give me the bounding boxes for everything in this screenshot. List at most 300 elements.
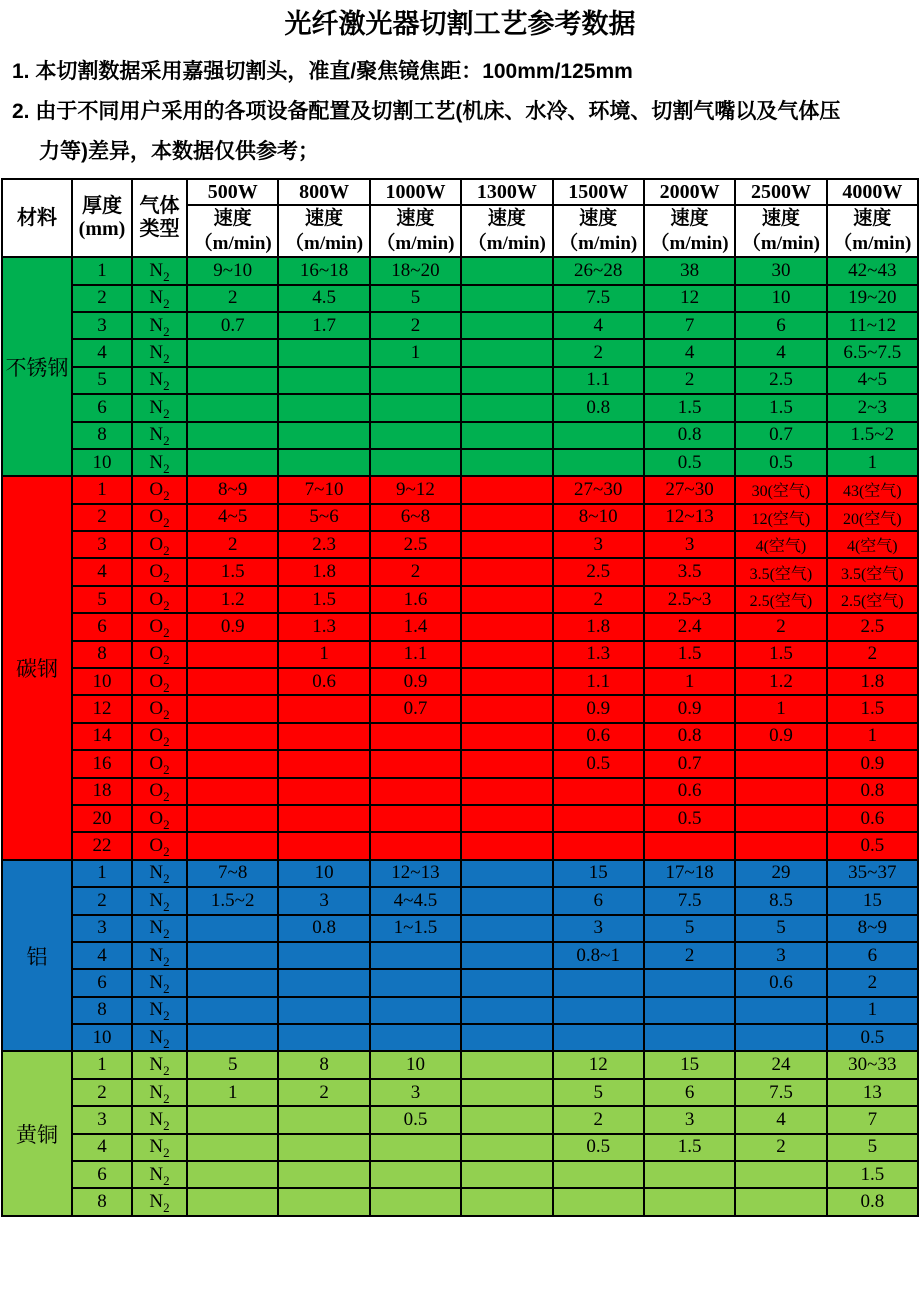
speed-value-cell: 2 <box>187 285 278 312</box>
speed-value-cell: 0.8 <box>644 723 735 750</box>
power-column-header: 800W <box>278 179 369 205</box>
table-row <box>2 969 918 996</box>
speed-value-cell <box>461 586 552 613</box>
speed-value-cell: 4~5 <box>187 504 278 531</box>
speed-value-cell <box>278 1024 369 1051</box>
note-2-text-line1: 由于不同用户采用的各项设备配置及切割工艺(机床、水冷、环境、切割气嘴以及气体压 <box>35 100 841 123</box>
speed-value-cell: 38 <box>644 257 735 284</box>
speed-value-cell <box>735 997 826 1024</box>
speed-value-cell: 1.5~2 <box>827 422 918 449</box>
speed-value-cell <box>735 778 826 805</box>
speed-value-cell <box>461 860 552 887</box>
speed-value-cell <box>187 942 278 969</box>
speed-value-cell: 4 <box>553 312 644 339</box>
speed-value-cell: 1.5 <box>644 641 735 668</box>
speed-value-cell: 7.5 <box>735 1079 826 1106</box>
table-row <box>2 668 918 695</box>
speed-value-cell <box>278 942 369 969</box>
speed-value-cell <box>735 1024 826 1051</box>
speed-value-cell: 10 <box>278 860 369 887</box>
speed-value-cell <box>370 367 461 394</box>
speed-value-cell: 2 <box>370 312 461 339</box>
speed-value-cell <box>461 558 552 585</box>
gas-type-cell: $N_2$ <box>132 339 187 366</box>
thickness-cell: 2 <box>72 887 132 914</box>
gas-header: 气体 类型 <box>132 179 187 257</box>
speed-value-cell: 42~43 <box>827 257 918 284</box>
speed-value-cell: 30~33 <box>827 1051 918 1078</box>
gas-type-cell: $N_2$ <box>132 1079 187 1106</box>
speed-value-cell: 1.3 <box>278 613 369 640</box>
speed-value-cell: 1.6 <box>370 586 461 613</box>
speed-value-cell: 0.9 <box>827 750 918 777</box>
table-row <box>2 641 918 668</box>
speed-value-cell: 0.5 <box>553 1134 644 1161</box>
speed-value-cell <box>370 1024 461 1051</box>
table-row <box>2 504 918 531</box>
speed-value-cell: 4.5 <box>278 285 369 312</box>
speed-value-cell <box>278 969 369 996</box>
speed-value-cell: 5 <box>370 285 461 312</box>
speed-value-cell: 1.5 <box>644 1134 735 1161</box>
speed-value-cell: 2.5(空气) <box>735 586 826 613</box>
table-row <box>2 558 918 585</box>
speed-value-cell: 1.5 <box>187 558 278 585</box>
speed-value-cell: 2 <box>644 942 735 969</box>
speed-value-cell: 8~9 <box>827 915 918 942</box>
power-column-header: 4000W <box>827 179 918 205</box>
speed-value-cell: 35~37 <box>827 860 918 887</box>
speed-value-cell <box>461 422 552 449</box>
speed-value-cell: 1.2 <box>735 668 826 695</box>
power-column-header: 2000W <box>644 179 735 205</box>
speed-value-cell: 3.5(空气) <box>735 558 826 585</box>
notes-block <box>12 52 914 172</box>
speed-value-cell: 7~10 <box>278 476 369 503</box>
gas-type-cell: $O_2$ <box>132 613 187 640</box>
speed-value-cell <box>187 805 278 832</box>
speed-value-cell: 1 <box>187 1079 278 1106</box>
speed-value-cell: 15 <box>553 860 644 887</box>
speed-value-cell: 0.6 <box>553 723 644 750</box>
speed-value-cell <box>278 723 369 750</box>
gas-type-cell: $O_2$ <box>132 586 187 613</box>
speed-value-cell: 0.8 <box>278 915 369 942</box>
speed-value-cell <box>278 1161 369 1188</box>
gas-type-cell: $N_2$ <box>132 887 187 914</box>
speed-value-cell: 3 <box>644 1106 735 1133</box>
speed-value-cell: 15 <box>827 887 918 914</box>
note-1-number: 1. <box>12 60 30 83</box>
speed-value-cell: 2 <box>278 1079 369 1106</box>
speed-value-cell: 0.5 <box>827 1024 918 1051</box>
thickness-cell: 8 <box>72 1188 132 1215</box>
speed-value-cell <box>187 695 278 722</box>
thickness-cell: 2 <box>72 504 132 531</box>
speed-column-header: 速度 （m/min) <box>644 205 735 257</box>
speed-value-cell: 1 <box>735 695 826 722</box>
speed-value-cell: 1.8 <box>827 668 918 695</box>
table-row <box>2 750 918 777</box>
speed-value-cell: 7~8 <box>187 860 278 887</box>
thickness-cell: 12 <box>72 695 132 722</box>
speed-column-header: 速度 （m/min) <box>370 205 461 257</box>
speed-value-cell <box>370 750 461 777</box>
material-cell: 碳钢 <box>2 476 72 859</box>
gas-type-cell: $N_2$ <box>132 969 187 996</box>
gas-type-cell: $N_2$ <box>132 915 187 942</box>
speed-value-cell: 1.8 <box>278 558 369 585</box>
speed-value-cell: 2.5 <box>827 613 918 640</box>
gas-type-cell: $N_2$ <box>132 285 187 312</box>
speed-value-cell: 4 <box>644 339 735 366</box>
note-2-text-line2: 力等)差异，本数据仅供参考； <box>39 140 319 163</box>
speed-value-cell <box>187 422 278 449</box>
speed-value-cell <box>187 339 278 366</box>
speed-value-cell <box>370 832 461 859</box>
speed-value-cell: 3 <box>644 531 735 558</box>
speed-value-cell: 30 <box>735 257 826 284</box>
thickness-cell: 18 <box>72 778 132 805</box>
thickness-cell: 10 <box>72 668 132 695</box>
gas-type-cell: $O_2$ <box>132 531 187 558</box>
speed-value-cell <box>370 969 461 996</box>
speed-value-cell <box>278 1188 369 1215</box>
thickness-cell: 6 <box>72 1161 132 1188</box>
speed-value-cell: 0.5 <box>370 1106 461 1133</box>
speed-value-cell: 2.5 <box>370 531 461 558</box>
speed-value-cell: 0.9 <box>644 695 735 722</box>
gas-type-cell: $N_2$ <box>132 997 187 1024</box>
thickness-header: 厚度 (mm) <box>72 179 132 257</box>
gas-type-cell: $O_2$ <box>132 750 187 777</box>
power-column-header: 2500W <box>735 179 826 205</box>
speed-value-cell: 0.8 <box>644 422 735 449</box>
speed-value-cell: 27~30 <box>644 476 735 503</box>
speed-value-cell: 7.5 <box>644 887 735 914</box>
gas-type-cell: $N_2$ <box>132 367 187 394</box>
speed-value-cell: 2 <box>370 558 461 585</box>
gas-type-cell: $N_2$ <box>132 449 187 476</box>
speed-value-cell: 0.9 <box>187 613 278 640</box>
note-2 <box>12 92 914 132</box>
speed-value-cell: 2 <box>553 1106 644 1133</box>
gas-type-cell: $O_2$ <box>132 832 187 859</box>
thickness-cell: 5 <box>72 586 132 613</box>
speed-value-cell <box>370 394 461 421</box>
speed-value-cell <box>461 997 552 1024</box>
table-row <box>2 695 918 722</box>
power-column-header: 1500W <box>553 179 644 205</box>
material-cell: 不锈钢 <box>2 257 72 476</box>
speed-value-cell: 43(空气) <box>827 476 918 503</box>
speed-value-cell <box>553 422 644 449</box>
speed-value-cell <box>461 641 552 668</box>
thickness-cell: 16 <box>72 750 132 777</box>
thickness-cell: 4 <box>72 942 132 969</box>
thickness-cell: 1 <box>72 257 132 284</box>
speed-value-cell: 3 <box>553 915 644 942</box>
speed-value-cell: 1.2 <box>187 586 278 613</box>
speed-value-cell <box>553 1188 644 1215</box>
speed-value-cell <box>187 915 278 942</box>
power-column-header: 1300W <box>461 179 552 205</box>
speed-value-cell: 4~4.5 <box>370 887 461 914</box>
speed-value-cell: 1.4 <box>370 613 461 640</box>
thickness-cell: 3 <box>72 531 132 558</box>
speed-value-cell: 1.5 <box>827 1161 918 1188</box>
thickness-cell: 6 <box>72 394 132 421</box>
thickness-cell: 8 <box>72 997 132 1024</box>
speed-value-cell <box>461 312 552 339</box>
speed-value-cell: 3.5 <box>644 558 735 585</box>
speed-value-cell: 0.7 <box>370 695 461 722</box>
speed-value-cell: 1~1.5 <box>370 915 461 942</box>
speed-value-cell <box>461 1079 552 1106</box>
speed-value-cell: 6 <box>644 1079 735 1106</box>
speed-value-cell: 3.5(空气) <box>827 558 918 585</box>
table-row <box>2 586 918 613</box>
speed-value-cell <box>370 449 461 476</box>
speed-value-cell: 1 <box>278 641 369 668</box>
gas-type-cell: $N_2$ <box>132 1188 187 1215</box>
speed-value-cell: 2.5(空气) <box>827 586 918 613</box>
speed-value-cell <box>278 367 369 394</box>
table-row <box>2 723 918 750</box>
table-row <box>2 1188 918 1215</box>
speed-value-cell: 2 <box>553 586 644 613</box>
thickness-cell: 6 <box>72 613 132 640</box>
speed-value-cell: 17~18 <box>644 860 735 887</box>
speed-column-header: 速度 （m/min) <box>461 205 552 257</box>
speed-value-cell <box>187 1161 278 1188</box>
note-2-number: 2. <box>12 100 30 123</box>
speed-value-cell: 8 <box>278 1051 369 1078</box>
table-row <box>2 449 918 476</box>
table-row <box>2 1106 918 1133</box>
note-1-text: 本切割数据采用嘉强切割头，准直/聚焦镜焦距：100mm/125mm <box>35 60 633 83</box>
speed-value-cell: 1.1 <box>553 367 644 394</box>
speed-value-cell: 8~9 <box>187 476 278 503</box>
speed-value-cell <box>461 942 552 969</box>
gas-type-cell: $O_2$ <box>132 695 187 722</box>
table-row <box>2 1161 918 1188</box>
thickness-cell: 4 <box>72 1134 132 1161</box>
speed-value-cell <box>278 805 369 832</box>
thickness-cell: 8 <box>72 422 132 449</box>
speed-value-cell: 24 <box>735 1051 826 1078</box>
speed-value-cell: 6~8 <box>370 504 461 531</box>
speed-value-cell <box>461 778 552 805</box>
table-row <box>2 997 918 1024</box>
speed-value-cell: 1.5 <box>735 394 826 421</box>
gas-type-cell: $N_2$ <box>132 1024 187 1051</box>
speed-value-cell <box>187 1106 278 1133</box>
table-row <box>2 367 918 394</box>
table-row <box>2 942 918 969</box>
speed-value-cell: 8.5 <box>735 887 826 914</box>
thickness-cell: 5 <box>72 367 132 394</box>
speed-value-cell <box>278 422 369 449</box>
speed-value-cell: 10 <box>370 1051 461 1078</box>
thickness-cell: 2 <box>72 285 132 312</box>
speed-column-header: 速度 （m/min) <box>827 205 918 257</box>
speed-value-cell <box>553 449 644 476</box>
gas-type-cell: $O_2$ <box>132 476 187 503</box>
speed-value-cell <box>187 1024 278 1051</box>
thickness-cell: 3 <box>72 1106 132 1133</box>
speed-column-header: 速度 （m/min) <box>278 205 369 257</box>
speed-value-cell: 2 <box>735 613 826 640</box>
speed-value-cell: 0.7 <box>187 312 278 339</box>
speed-value-cell <box>187 668 278 695</box>
note-2-continuation <box>12 132 914 172</box>
speed-value-cell <box>278 695 369 722</box>
speed-value-cell <box>187 832 278 859</box>
thickness-cell: 6 <box>72 969 132 996</box>
speed-value-cell: 5 <box>735 915 826 942</box>
table-row <box>2 285 918 312</box>
speed-value-cell: 1 <box>827 997 918 1024</box>
speed-value-cell: 0.5 <box>553 750 644 777</box>
speed-value-cell <box>553 805 644 832</box>
speed-value-cell: 12 <box>553 1051 644 1078</box>
note-1 <box>12 52 914 92</box>
speed-value-cell <box>553 1161 644 1188</box>
gas-type-cell: $N_2$ <box>132 422 187 449</box>
speed-value-cell: 0.7 <box>735 422 826 449</box>
speed-value-cell <box>461 668 552 695</box>
gas-type-cell: $O_2$ <box>132 668 187 695</box>
table-row <box>2 887 918 914</box>
speed-value-cell <box>461 257 552 284</box>
speed-value-cell <box>461 915 552 942</box>
speed-value-cell: 1.5~2 <box>187 887 278 914</box>
thickness-cell: 1 <box>72 1051 132 1078</box>
speed-value-cell <box>278 750 369 777</box>
speed-value-cell: 19~20 <box>827 285 918 312</box>
speed-value-cell: 20(空气) <box>827 504 918 531</box>
speed-value-cell: 0.6 <box>644 778 735 805</box>
gas-type-cell: $N_2$ <box>132 860 187 887</box>
table-row <box>2 531 918 558</box>
speed-value-cell: 2.3 <box>278 531 369 558</box>
speed-value-cell <box>461 394 552 421</box>
speed-value-cell <box>187 449 278 476</box>
speed-value-cell: 12 <box>644 285 735 312</box>
speed-value-cell: 2.5~3 <box>644 586 735 613</box>
speed-value-cell: 11~12 <box>827 312 918 339</box>
speed-value-cell <box>461 1051 552 1078</box>
thickness-cell: 3 <box>72 915 132 942</box>
speed-value-cell: 0.6 <box>735 969 826 996</box>
speed-value-cell: 0.9 <box>370 668 461 695</box>
gas-type-cell: $N_2$ <box>132 394 187 421</box>
speed-value-cell <box>187 1188 278 1215</box>
speed-value-cell: 1.7 <box>278 312 369 339</box>
speed-value-cell: 0.9 <box>553 695 644 722</box>
speed-value-cell <box>370 1188 461 1215</box>
gas-type-cell: $O_2$ <box>132 805 187 832</box>
speed-value-cell: 1.5 <box>827 695 918 722</box>
speed-value-cell <box>370 778 461 805</box>
speed-value-cell <box>644 1024 735 1051</box>
speed-value-cell <box>644 1161 735 1188</box>
speed-value-cell <box>370 422 461 449</box>
gas-type-cell: $N_2$ <box>132 1051 187 1078</box>
table-row <box>2 778 918 805</box>
speed-value-cell <box>187 1134 278 1161</box>
table-row <box>2 915 918 942</box>
speed-value-cell <box>553 832 644 859</box>
table-row <box>2 1024 918 1051</box>
speed-value-cell <box>461 1161 552 1188</box>
speed-value-cell <box>461 504 552 531</box>
speed-value-cell: 30(空气) <box>735 476 826 503</box>
thickness-cell: 10 <box>72 449 132 476</box>
speed-value-cell <box>461 339 552 366</box>
speed-value-cell: 2.4 <box>644 613 735 640</box>
speed-value-cell: 9~10 <box>187 257 278 284</box>
gas-type-cell: $N_2$ <box>132 1161 187 1188</box>
gas-type-cell: $O_2$ <box>132 641 187 668</box>
speed-value-cell: 0.9 <box>735 723 826 750</box>
speed-value-cell <box>461 969 552 996</box>
page-title: 光纤激光器切割工艺参考数据 <box>284 9 636 39</box>
gas-type-cell: $N_2$ <box>132 257 187 284</box>
speed-value-cell: 7.5 <box>553 285 644 312</box>
speed-value-cell: 4~5 <box>827 367 918 394</box>
speed-value-cell <box>553 997 644 1024</box>
table-row <box>2 1079 918 1106</box>
speed-value-cell: 9~12 <box>370 476 461 503</box>
speed-value-cell: 4 <box>735 339 826 366</box>
speed-value-cell <box>278 1134 369 1161</box>
speed-value-cell: 3 <box>278 887 369 914</box>
speed-value-cell <box>553 778 644 805</box>
speed-value-cell <box>187 997 278 1024</box>
gas-type-cell: $N_2$ <box>132 942 187 969</box>
thickness-cell: 2 <box>72 1079 132 1106</box>
speed-value-cell <box>370 1161 461 1188</box>
speed-value-cell <box>461 1134 552 1161</box>
speed-value-cell <box>735 1188 826 1215</box>
speed-value-cell <box>735 805 826 832</box>
speed-value-cell: 4(空气) <box>735 531 826 558</box>
speed-value-cell <box>278 832 369 859</box>
speed-value-cell: 4(空气) <box>827 531 918 558</box>
table-row <box>2 312 918 339</box>
speed-value-cell <box>187 969 278 996</box>
speed-column-header: 速度 （m/min) <box>735 205 826 257</box>
speed-value-cell <box>461 531 552 558</box>
speed-value-cell: 1.5 <box>644 394 735 421</box>
speed-value-cell <box>461 805 552 832</box>
speed-value-cell <box>644 832 735 859</box>
speed-value-cell <box>370 942 461 969</box>
speed-value-cell: 0.8~1 <box>553 942 644 969</box>
speed-value-cell <box>187 750 278 777</box>
speed-value-cell <box>461 887 552 914</box>
speed-value-cell: 8~10 <box>553 504 644 531</box>
speed-value-cell: 27~30 <box>553 476 644 503</box>
speed-value-cell: 2 <box>735 1134 826 1161</box>
table-row <box>2 832 918 859</box>
speed-value-cell: 6 <box>735 312 826 339</box>
speed-value-cell: 6 <box>553 887 644 914</box>
speed-value-cell <box>644 969 735 996</box>
speed-value-cell: 13 <box>827 1079 918 1106</box>
